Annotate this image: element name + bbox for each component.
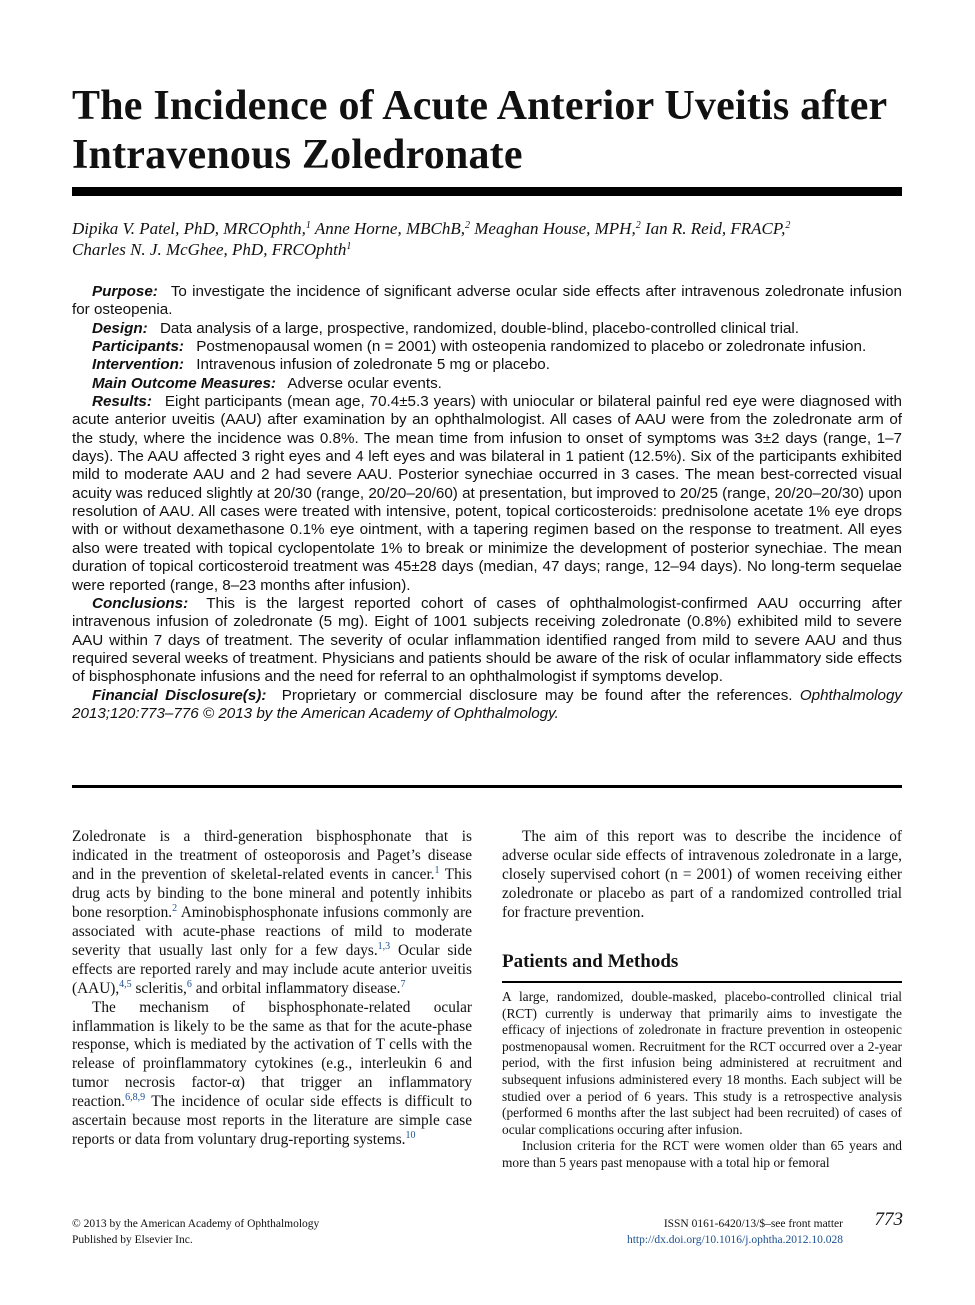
author-name: Charles N. J. McGhee, PhD, FRCOphth: [72, 240, 347, 259]
body-column-left: [72, 828, 472, 1150]
footer-left: [72, 1216, 452, 1248]
body-paragraph: The aim of this report was to describe the incidence of adverse ocular side effects of intravenous zoledronate in a large, closely supervised cohort (n = 2001) of women receiving either zoledronate or placebo as part of a randomized controlled trial for fracture prevention.: [502, 828, 902, 921]
abstract-label: Participants:: [92, 338, 184, 356]
footer-right: [560, 1216, 843, 1248]
abstract-text: Proprietary or commercial disclosure may be found after the references.: [281, 686, 793, 704]
abstract-intervention: [72, 356, 902, 374]
abstract: [72, 283, 902, 723]
abstract-text: Eight participants (mean age, 70.4±5.3 years) with uniocular or bilateral painful red eye were diagnosed with acute anterior uveitis (AAU) after examination by an ophthalmologist. All cases of AAU were from the zoledronate arm of the study, where the incidence was 0.8%. The mean time from infusion to onset of symptoms was 3±2 days (range, 1–7 days). The AAU affected 3 right eyes and 4 left eyes and was bilateral in 1 patient (12.5%). Six of the participants exhibited mild to moderate AAU and 2 had severe AAU. Posterior synechiae occurred in 3 cases. The mean best-corrected visual acuity was reduced slightly at 20/30 (range, 20/20–20/60) at presentation, but improved to 20/25 (range, 20/20–20/30) upon resolution of AAU. All cases were treated with intensive, potent, topical corticosteroids: prednisolone acetate 1% eye drops with or without dexamethasone 0.1% eye ointment, with a tapering regimen based on the response to treatment. All eyes also were treated with topical cyclopentolate 1% to break or minimize the development of posterior synechiae. The mean duration of topical corticosteroid treatment was 45±28 days (median, 47 days; range, 12–94 days). No long-term sequelae were reported (range, 8–23 months after infusion).: [72, 393, 902, 594]
reference-link[interactable]: 2: [172, 902, 178, 914]
reference-link[interactable]: 6: [186, 978, 192, 990]
abstract-participants: [72, 338, 902, 356]
reference-link[interactable]: 10: [405, 1130, 416, 1142]
abstract-text: This is the largest reported cohort of cases of ophthalmologist-confirmed AAU occurring after intravenous infusion of zoledronate (5 mg). Eight of 1001 subjects receiving zoledronate (0.8%) exhibited mild to severe AAU within 7 days of treatment. The severity of ocular inflammation identified ranged from mild to severe AAU and thus required several weeks of treatment. Physicians and patients should be aware of the risk of ocular inflammatory side effects of bisphosphonate infusions and the need for referral to an ophthalmologist if symptoms develop.: [72, 594, 902, 686]
abstract-label: Intervention:: [92, 356, 184, 374]
author-name: Dipika V. Patel, PhD, MRCOphth,: [72, 219, 306, 238]
journal-citation: Ophthalmology 2013;120:773–776 © 2013 by the American Academy of Ophthalmology.: [72, 686, 902, 722]
reference-link[interactable]: 7: [400, 978, 406, 990]
author-name: Anne Horne, MBChB,: [314, 219, 465, 238]
abstract-text: To investigate the incidence of significant adverse ocular side effects after intravenous zoledronate infusion for osteopenia.: [72, 283, 902, 319]
author-name: Ian R. Reid, FRACP,: [644, 219, 786, 238]
author-list: [72, 218, 902, 260]
body-text: and orbital inflammatory disease.: [191, 979, 401, 997]
issn-line: ISSN 0161-6420/13/$–see front matter: [663, 1218, 843, 1230]
reference-link[interactable]: 6,8,9: [125, 1092, 146, 1104]
doi-link[interactable]: http://dx.doi.org/10.1016/j.ophtha.2012.10.028: [626, 1234, 843, 1246]
abstract-outcome: [72, 375, 902, 393]
author-name: Meaghan House, MPH,: [474, 219, 636, 238]
body-text: scleritis,: [131, 979, 187, 997]
publisher-line: Published by Elsevier Inc.: [72, 1234, 193, 1246]
body-text: This drug acts by binding to the bone mineral and potently inhibits bone resorption.: [72, 865, 472, 921]
section-rule: [502, 981, 902, 983]
reference-link[interactable]: 4,5: [119, 978, 132, 990]
abstract-label: Financial Disclosure(s):: [92, 686, 267, 704]
reference-link[interactable]: 1: [434, 864, 440, 876]
body-paragraph: Inclusion criteria for the RCT were women older than 65 years and more than 5 years past menopause with a total hip or femoral: [502, 1138, 902, 1170]
copyright-line: © 2013 by the American Academy of Ophthalmology: [72, 1218, 320, 1230]
abstract-design: [72, 320, 902, 338]
abstract-text: Data analysis of a large, prospective, randomized, double-blind, placebo-controlled clinical trial.: [159, 319, 799, 337]
abstract-results: [72, 393, 902, 595]
article-title: The Incidence of Acute Anterior Uveitis after Intravenous Zoledronate: [72, 83, 887, 178]
abstract-purpose: [72, 283, 902, 320]
methods-text: [502, 989, 902, 1172]
abstract-label: Main Outcome Measures:: [92, 374, 276, 392]
affiliation-mark: 2: [785, 220, 791, 231]
abstract-rule: [72, 785, 902, 788]
abstract-label: Design:: [92, 319, 148, 337]
body-paragraph: [72, 999, 472, 1151]
abstract-label: Purpose:: [92, 283, 158, 300]
section-heading: Patients and Methods: [502, 951, 679, 972]
reference-link[interactable]: 1,3: [377, 940, 391, 952]
affiliation-mark: 2: [464, 220, 470, 231]
title-rule: [72, 187, 902, 196]
affiliation-mark: 1: [346, 241, 352, 252]
body-text: The mechanism of bisphosphonate-related ocular inflammation is likely to be the same as that for the acute-phase response, which is mediated by the activation of T cells with the release of proinflammatory cytokines (e.g., interleukin 6 and tumor necrosis factor-α) that trigger an inflammatory reaction.: [72, 998, 472, 1111]
body-paragraph: [72, 828, 472, 999]
body-text: Zoledronate is a third-generation bisphosphonate that is indicated in the treatment of osteoporosis and Paget’s disease and in the prevention of skeletal-related events in cancer.: [72, 828, 472, 883]
body-text: Aminobisphosphonate infusions commonly are associated with acute-phase reactions of mild to moderate severity that usually last only for a few days.: [72, 903, 472, 959]
body-text: The incidence of ocular side effects is difficult to ascertain because most reports in the literature are simple case reports or data from voluntary drug-reporting systems.: [72, 1093, 472, 1149]
affiliation-mark: 1: [305, 220, 311, 231]
page-number: 773: [874, 1209, 903, 1230]
abstract-conclusions: [72, 595, 902, 687]
abstract-text: Intravenous infusion of zoledronate 5 mg or placebo.: [196, 356, 550, 374]
body-column-right: [502, 828, 902, 923]
abstract-text: Postmenopausal women (n = 2001) with osteopenia randomized to placebo or zoledronate infusion.: [196, 338, 867, 356]
affiliation-mark: 2: [635, 220, 641, 231]
abstract-label: Conclusions:: [92, 594, 189, 612]
body-paragraph: A large, randomized, double-masked, placebo-controlled clinical trial (RCT) currently is underway that primarily aims to investigate the efficacy of injections of zoledronate in fracture prevention in osteopenic postmenopausal women. Recruitment for the RCT occurred over a 2-year period, with the first infusion being administered at recruitment and subsequent infusions administered every 18 months. Each subject will be studied over a period of 6 years. This study is a retrospective analysis (performed 6 months after the last subject had been recruited) of cases of ocular complications occuring after infusion.: [502, 989, 902, 1137]
abstract-label: Results:: [92, 393, 152, 411]
abstract-disclosure: [72, 687, 902, 724]
body-text: Ocular side effects are reported rarely and may include acute anterior uveitis (AAU),: [72, 941, 472, 997]
abstract-text: Adverse ocular events.: [287, 374, 442, 392]
